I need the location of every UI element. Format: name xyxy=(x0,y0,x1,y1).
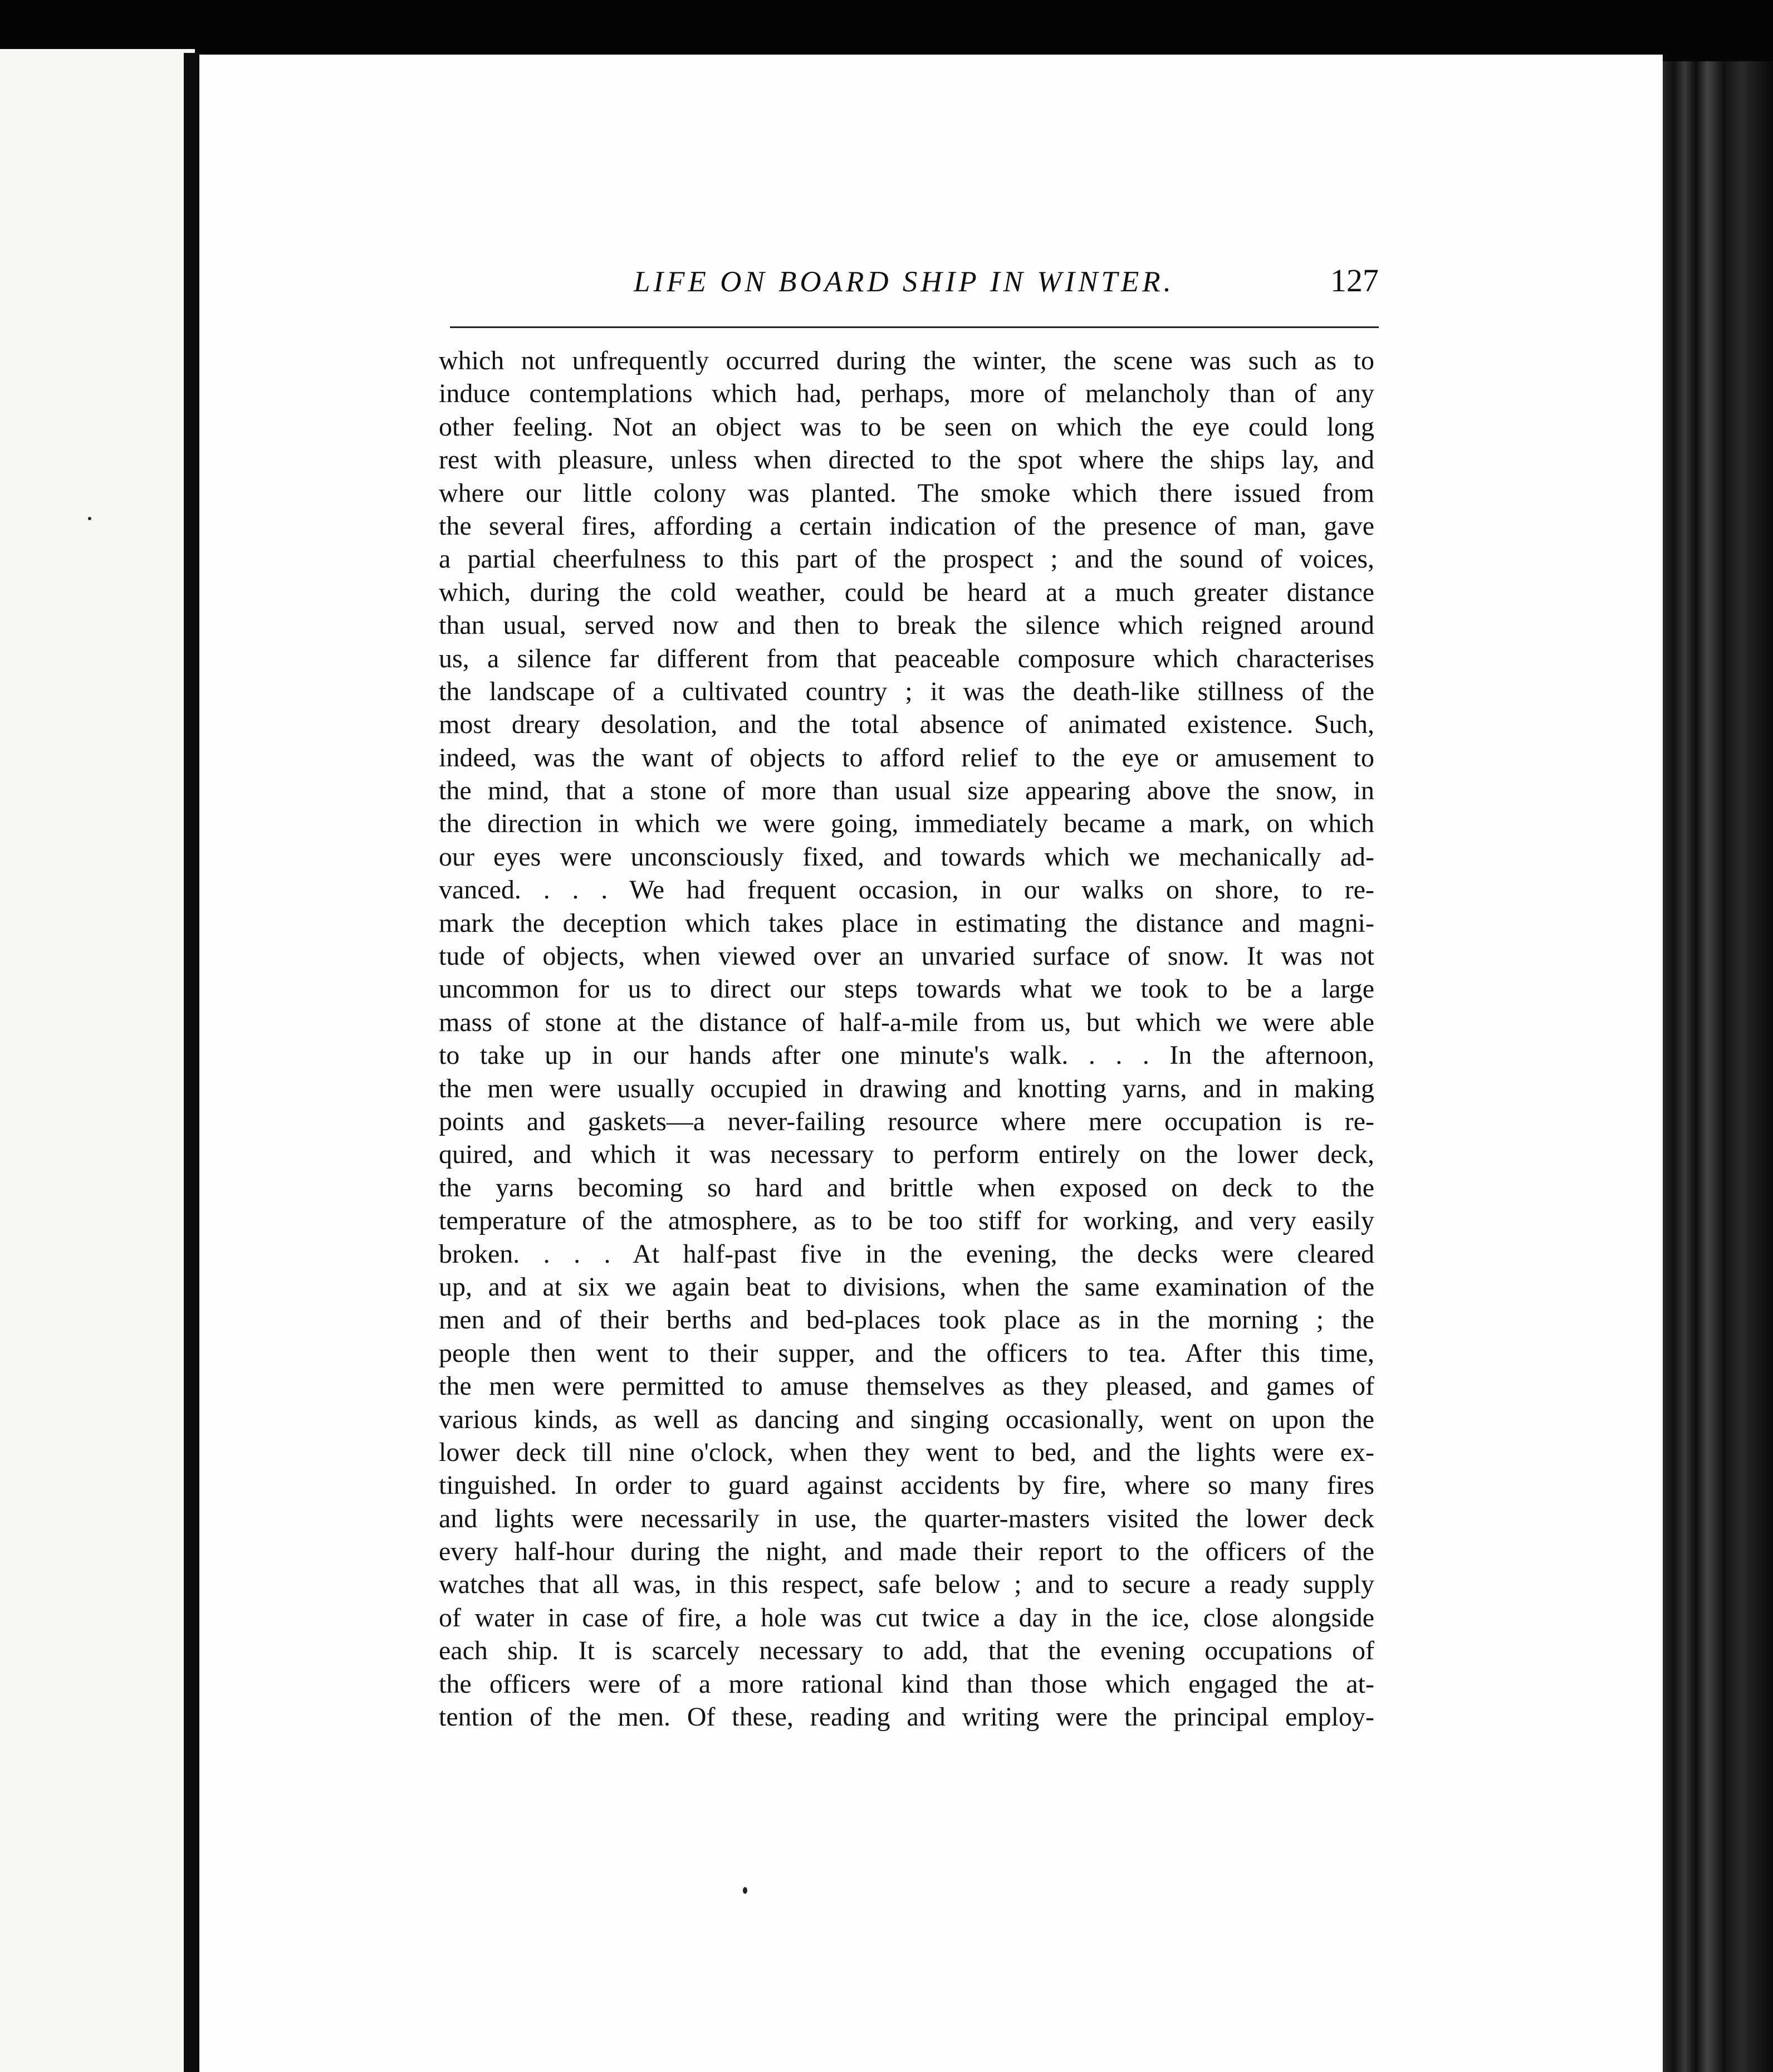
text-line: and lights were necessarily in use, the quarter-masters visited the lower deck xyxy=(439,1503,1374,1533)
text-line: points and gaskets—a never-failing resource where mere occupation is re- xyxy=(439,1106,1374,1136)
text-line: the mind, that a stone of more than usual size appearing above the snow, in xyxy=(439,776,1374,806)
running-head: LIFE ON BOARD SHIP IN WINTER. xyxy=(634,266,1174,298)
text-line: various kinds, as well as dancing and singing occasionally, went on upon the xyxy=(439,1404,1374,1434)
text-line: which not unfrequently occurred during the winter, the scene was such as to xyxy=(439,346,1374,375)
text-line: broken. . . . At half-past five in the evening, the decks were cleared xyxy=(439,1239,1374,1269)
text-line: the several fires, affording a certain indication of the presence of man, gave xyxy=(439,511,1374,541)
page-header xyxy=(450,262,1379,305)
text-line: quired, and which it was necessary to perform entirely on the lower deck, xyxy=(439,1140,1374,1170)
text-line: to take up in our hands after one minute's walk. . . . In the afternoon, xyxy=(439,1040,1374,1071)
page-stack-edge xyxy=(1663,61,1773,2072)
ink-speck xyxy=(743,1887,747,1894)
text-line: the men were usually occupied in drawing and knotting yarns, and in making xyxy=(439,1073,1374,1103)
text-line: people then went to their supper, and the officers to tea. After this time, xyxy=(439,1338,1374,1368)
text-line: other feeling. Not an object was to be seen on which the eye could long xyxy=(439,412,1374,442)
body-text xyxy=(439,344,1374,1733)
text-line: uncommon for us to direct our steps towards what we took to be a large xyxy=(439,974,1374,1004)
text-line: up, and at six we again beat to divisions, when the same examination of the xyxy=(439,1272,1374,1302)
page-number: 127 xyxy=(1330,262,1379,299)
text-line: mass of stone at the distance of half-a-mile from us, but which we were able xyxy=(439,1007,1374,1037)
text-line: lower deck till nine o'clock, when they went to bed, and the lights were ex- xyxy=(439,1437,1374,1467)
text-line: mark the deception which takes place in estimating the distance and magni- xyxy=(439,908,1374,938)
text-line: our eyes were unconsciously fixed, and towards which we mechanically ad- xyxy=(439,842,1374,872)
text-line: tention of the men. Of these, reading and writing were the principal employ- xyxy=(439,1702,1374,1732)
text-line: us, a silence far different from that peaceable composure which characterises xyxy=(439,643,1374,673)
text-line: every half-hour during the night, and made their report to the officers of the xyxy=(439,1537,1374,1567)
text-line: tinguished. In order to guard against accidents by fire, where so many fires xyxy=(439,1470,1374,1501)
ink-speck xyxy=(88,517,91,520)
text-line: the direction in which we were going, immediately became a mark, on which xyxy=(439,809,1374,839)
text-line: the officers were of a more rational kind than those which engaged the at- xyxy=(439,1669,1374,1699)
text-line: where our little colony was planted. The smoke which there issued from xyxy=(439,478,1374,508)
text-line: men and of their berths and bed-places took place as in the morning ; the xyxy=(439,1305,1374,1335)
text-line: than usual, served now and then to break the silence which reigned around xyxy=(439,610,1374,641)
text-line: rest with pleasure, unless when directed to the spot where the ships lay, and xyxy=(439,445,1374,475)
text-line: vanced. . . . We had frequent occasion, in our walks on shore, to re- xyxy=(439,875,1374,905)
text-line: the yarns becoming so hard and brittle when exposed on deck to the xyxy=(439,1172,1374,1203)
text-line: temperature of the atmosphere, as to be too stiff for working, and very easily xyxy=(439,1206,1374,1236)
text-line: the men were permitted to amuse themselves as they pleased, and games of xyxy=(439,1371,1374,1401)
text-line: tude of objects, when viewed over an unvaried surface of snow. It was not xyxy=(439,941,1374,971)
text-line: induce contemplations which had, perhaps, more of melancholy than of any xyxy=(439,379,1374,409)
text-line: indeed, was the want of objects to afford relief to the eye or amusement to xyxy=(439,742,1374,773)
text-line: the landscape of a cultivated country ; it was the death-like stillness of the xyxy=(439,676,1374,706)
text-line: of water in case of fire, a hole was cut twice a day in the ice, close alongside xyxy=(439,1602,1374,1633)
left-page-edge xyxy=(0,49,195,2072)
text-line: which, during the cold weather, could be heard at a much greater distance xyxy=(439,577,1374,607)
text-line: a partial cheerfulness to this part of the prospect ; and the sound of voices, xyxy=(439,544,1374,574)
header-rule xyxy=(450,326,1379,328)
text-line: each ship. It is scarcely necessary to add, that the evening occupations of xyxy=(439,1636,1374,1666)
text-line: most dreary desolation, and the total absence of animated existence. Such, xyxy=(439,710,1374,740)
text-line: watches that all was, in this respect, safe below ; and to secure a ready supply xyxy=(439,1570,1374,1600)
